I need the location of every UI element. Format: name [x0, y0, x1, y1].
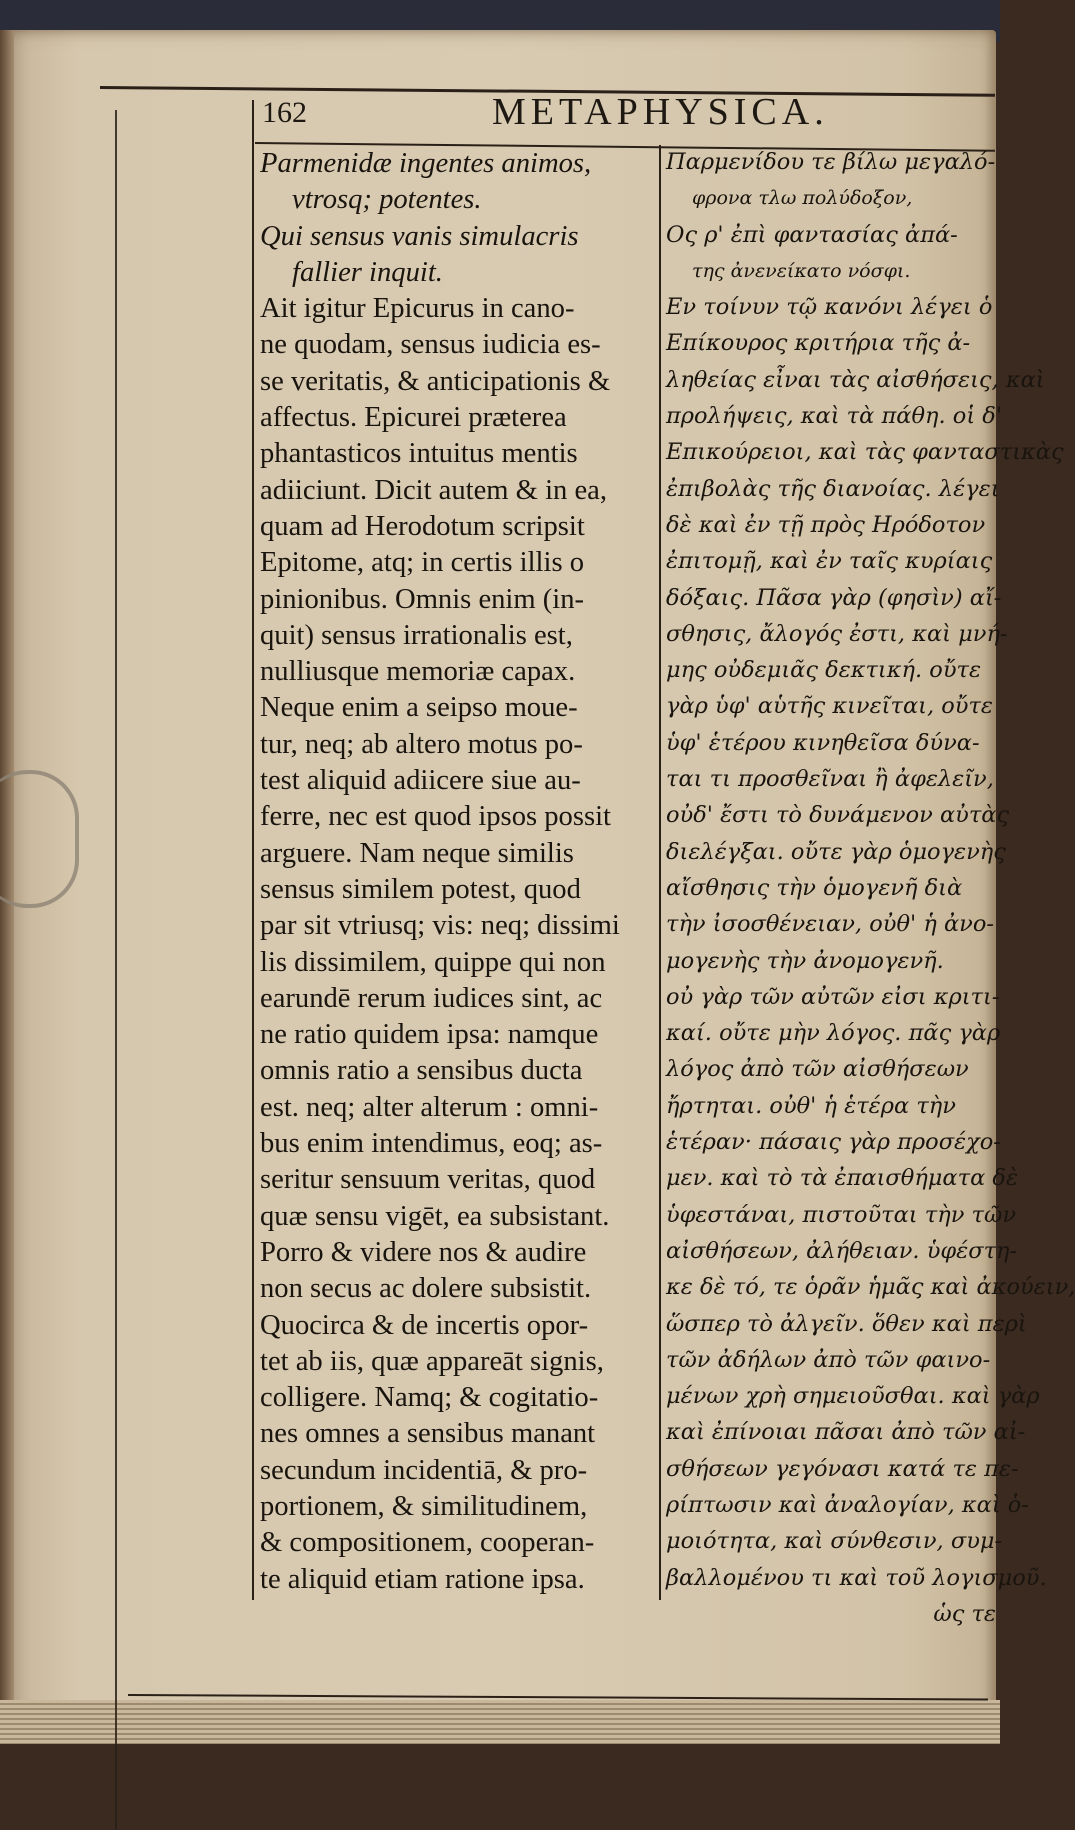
latin-line: lis dissimilem, quippe qui non: [260, 946, 606, 978]
latin-line: te aliquid etiam ratione ipsa.: [260, 1563, 585, 1595]
latin-line: est. neq; alter alterum : omni-: [260, 1091, 599, 1123]
latin-line: colligere. Namq; & cogitatio-: [260, 1382, 599, 1414]
latin-line: fallier inquit.: [292, 256, 443, 288]
greek-line: ὑφεστάναι, πιστοῦται τὴν τῶν: [666, 1201, 1016, 1228]
greek-line: Παρμενίδου τε βίλω μεγαλό-: [666, 149, 996, 175]
greek-line: κε δὲ τό, τε ὁρᾶν ἡμᾶς καὶ ἀκούειν,: [666, 1274, 1075, 1301]
greek-line: μοιότητα, καὶ σύνθεσιν, συμ-: [666, 1528, 1003, 1555]
greek-line: οὐδ' ἔστι τὸ δυνάμενον αὐτὰς: [666, 802, 1010, 829]
greek-line: αἰσθήσεων, ἀλήθειαν. ὑφέστη-: [666, 1237, 1018, 1264]
greek-line: καὶ ἐπίνοιαι πᾶσαι ἀπὸ τῶν αἰ-: [666, 1419, 1026, 1446]
greek-line: μογενὴς τὴν ἀνομογενῆ.: [666, 947, 944, 974]
greek-line: καί. οὔτε μὴν λόγος. πᾶς γὰρ: [666, 1020, 1001, 1047]
page-number: 162: [262, 96, 307, 129]
greek-line: ρίπτωσιν καὶ ἀναλογίαν, καὶ ὁ-: [666, 1491, 1029, 1518]
latin-line: secundum incidentiā, & pro-: [260, 1454, 588, 1486]
greek-line: δὲ καὶ ἐν τῇ πρὸς Ηρόδοτον: [666, 511, 986, 538]
latin-line: portionem, & similitudinem,: [260, 1490, 588, 1522]
latin-line: quam ad Herodotum scripsit: [260, 510, 585, 542]
latin-line: test aliquid adiicere siue au-: [260, 765, 581, 797]
latin-column: [260, 146, 652, 1598]
latin-line: affectus. Epicurei præterea: [260, 402, 567, 434]
latin-line: par sit vtriusq; vis: neq; dissimi: [260, 910, 620, 942]
greek-line: ὥσπερ τὸ ἀλγεῖν. ὅθεν καὶ περὶ: [666, 1310, 1027, 1337]
latin-line: earundē rerum iudices sint, ac: [260, 982, 603, 1014]
greek-line: της ἀνενείκατο νόσφι.: [692, 259, 911, 282]
outer-margin-rule: [115, 110, 117, 1830]
latin-line: adiiciunt. Dicit autem & in ea,: [260, 474, 607, 506]
paper-clip: [0, 770, 79, 908]
greek-line: λόγος ἀπὸ τῶν αἰσθήσεων: [666, 1056, 969, 1083]
latin-line: se veritatis, & anticipationis &: [260, 365, 611, 397]
greek-line: ληθείας εἶναι τὰς αἰσθήσεις, καὶ: [666, 366, 1045, 393]
latin-line: quit) sensus irrationalis est,: [260, 619, 573, 651]
latin-line: Porro & videre nos & audire: [260, 1236, 587, 1268]
latin-line: quæ sensu vigēt, ea subsistant.: [260, 1200, 610, 1232]
greek-line: οὐ γὰρ τῶν αὐτῶν εἰσι κριτι-: [666, 983, 1000, 1010]
greek-line: ὡς τε: [933, 1600, 996, 1627]
greek-line: Επίκουρος κριτήρια τῆς ἀ-: [666, 330, 971, 357]
latin-line: Qui sensus vanis simulacris: [260, 220, 579, 252]
greek-line: τὴν ἰσοσθένειαν, οὐθ' ἡ ἀνο-: [666, 911, 994, 938]
greek-line: μεν. καὶ τὸ τὰ ἐπαισθήματα δὲ: [666, 1165, 1019, 1192]
left-column-rule: [252, 100, 254, 1600]
greek-line: φρονα τλω πολύδοξον,: [692, 187, 913, 210]
greek-line: ται τι προσθεῖναι ἢ ἀφελεῖν,: [666, 766, 994, 793]
greek-line: τῶν ἀδήλων ἀπὸ τῶν φαινο-: [666, 1346, 991, 1373]
greek-line: ἐπιβολὰς τῆς διανοίας. λέγει: [666, 475, 1000, 502]
latin-line: Quocirca & de incertis opor-: [260, 1309, 589, 1341]
page-edges: [0, 1700, 1000, 1744]
greek-column: [666, 144, 1075, 1632]
greek-line: Επικούρειοι, καὶ τὰς φανταστικὰς: [666, 439, 1064, 466]
latin-line: sensus similem potest, quod: [260, 873, 581, 905]
greek-line: σθήσεων γεγόνασι κατά τε πε-: [666, 1455, 1019, 1482]
latin-line: tet ab iis, quæ appareāt signis,: [260, 1345, 604, 1377]
latin-line: ne ratio quidem ipsa: namque: [260, 1019, 599, 1051]
latin-line: nulliusque memoriæ capax.: [260, 656, 576, 688]
latin-line: nes omnes a sensibus manant: [260, 1418, 596, 1450]
latin-line: Epitome, atq; in certis illis o: [260, 547, 585, 579]
greek-line: προλήψεις, καὶ τὰ πάθη. οἱ δ': [666, 403, 1003, 430]
latin-line: Neque enim a seipso moue-: [260, 692, 578, 724]
latin-line: ne quodam, sensus iudicia es-: [260, 329, 601, 361]
greek-line: βαλλομένου τι καὶ τοῦ λογισμοῦ.: [666, 1564, 1047, 1591]
greek-line: γὰρ ὑφ' αὑτῆς κινεῖται, οὔτε: [666, 693, 994, 720]
greek-line: μης οὐδεμιᾶς δεκτική. οὔτε: [666, 657, 982, 684]
greek-line: ἐπιτομῇ, καὶ ἐν ταῖς κυρίαις: [666, 548, 993, 575]
latin-line: bus enim intendimus, eoq; as-: [260, 1128, 603, 1160]
latin-line: seritur sensuum veritas, quod: [260, 1164, 596, 1196]
running-title: METAPHYSICA.: [492, 91, 829, 133]
greek-line: ἑτέραν· πάσαις γὰρ προσέχο-: [666, 1129, 1001, 1156]
latin-line: phantasticos intuitus mentis: [260, 438, 578, 470]
latin-line: & compositionem, cooperan-: [260, 1527, 595, 1559]
greek-line: αἴσθησις τὴν ὁμογενῆ διὰ: [666, 874, 963, 901]
latin-line: vtrosq; potentes.: [292, 184, 482, 216]
greek-line: διελέγξαι. οὔτε γὰρ ὁμογενὴς: [666, 838, 1006, 865]
greek-line: μένων χρὴ σημειοῦσθαι. καὶ γὰρ: [666, 1383, 1040, 1410]
greek-line: ὑφ' ἑτέρου κινηθεῖσα δύνα-: [666, 729, 980, 756]
latin-line: omnis ratio a sensibus ducta: [260, 1055, 583, 1087]
latin-line: ferre, nec est quod ipsos possit: [260, 801, 611, 833]
greek-line: σθησις, ἄλογός ἐστι, καὶ μνή-: [666, 620, 1008, 647]
greek-line: Ος ρ' ἐπὶ φαντασίας ἀπά-: [666, 221, 958, 248]
latin-line: pinionibus. Omnis enim (in-: [260, 583, 585, 615]
greek-line: ἤρτηται. οὐθ' ἡ ἑτέρα τὴν: [666, 1092, 956, 1119]
column-divider-rule: [659, 145, 661, 1600]
latin-line: Parmenidæ ingentes animos,: [260, 148, 592, 179]
latin-line: non secus ac dolere subsistit.: [260, 1273, 592, 1305]
greek-line: Εν τοίνυν τῷ κανόνι λέγει ὁ: [666, 294, 993, 321]
greek-line: δόξαις. Πᾶσα γὰρ (φησὶν) αἴ-: [666, 584, 1002, 611]
latin-line: tur, neq; ab altero motus po-: [260, 728, 583, 760]
latin-line: arguere. Nam neque similis: [260, 837, 574, 869]
latin-line: Ait igitur Epicurus in cano-: [260, 293, 575, 325]
